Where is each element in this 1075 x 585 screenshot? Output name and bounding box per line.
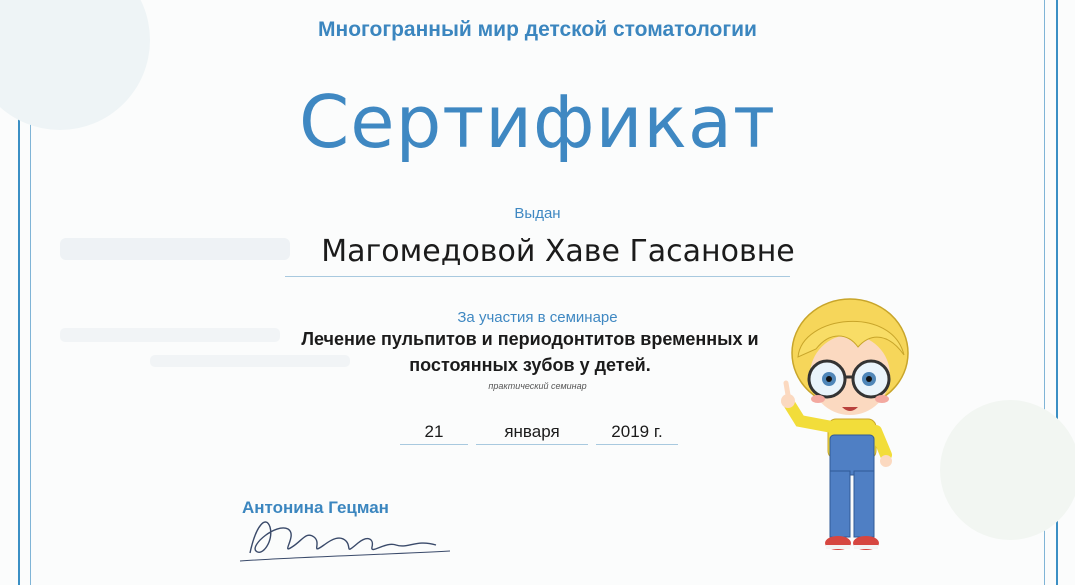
course-type: практический семинар: [488, 381, 587, 391]
date-day: 21: [424, 422, 444, 441]
event-title: Многогранный мир детской стоматологии: [318, 18, 757, 41]
course-title-line-2: постоянных зубов у детей.: [409, 355, 651, 375]
date-year-underline: [596, 444, 678, 445]
signature-icon: [236, 505, 456, 565]
issued-label: Выдан: [514, 205, 561, 222]
date-month: января: [504, 422, 560, 441]
date-year: 2019 г.: [611, 422, 663, 441]
course-title-line-1: Лечение пульпитов и периодонтитов временных и: [301, 329, 759, 349]
certificate-title: Сертификат: [299, 80, 776, 164]
signer-name: Антонина Гецман: [242, 498, 389, 517]
purpose-label: За участия в семинаре: [457, 309, 618, 326]
recipient-underline: [285, 276, 790, 277]
child-mascot-icon: [772, 295, 922, 560]
recipient-name: Магомедовой Хаве Гасановне: [321, 234, 795, 269]
course-title: [240, 326, 820, 378]
date-month-underline: [476, 444, 588, 445]
date-day-underline: [400, 444, 468, 445]
